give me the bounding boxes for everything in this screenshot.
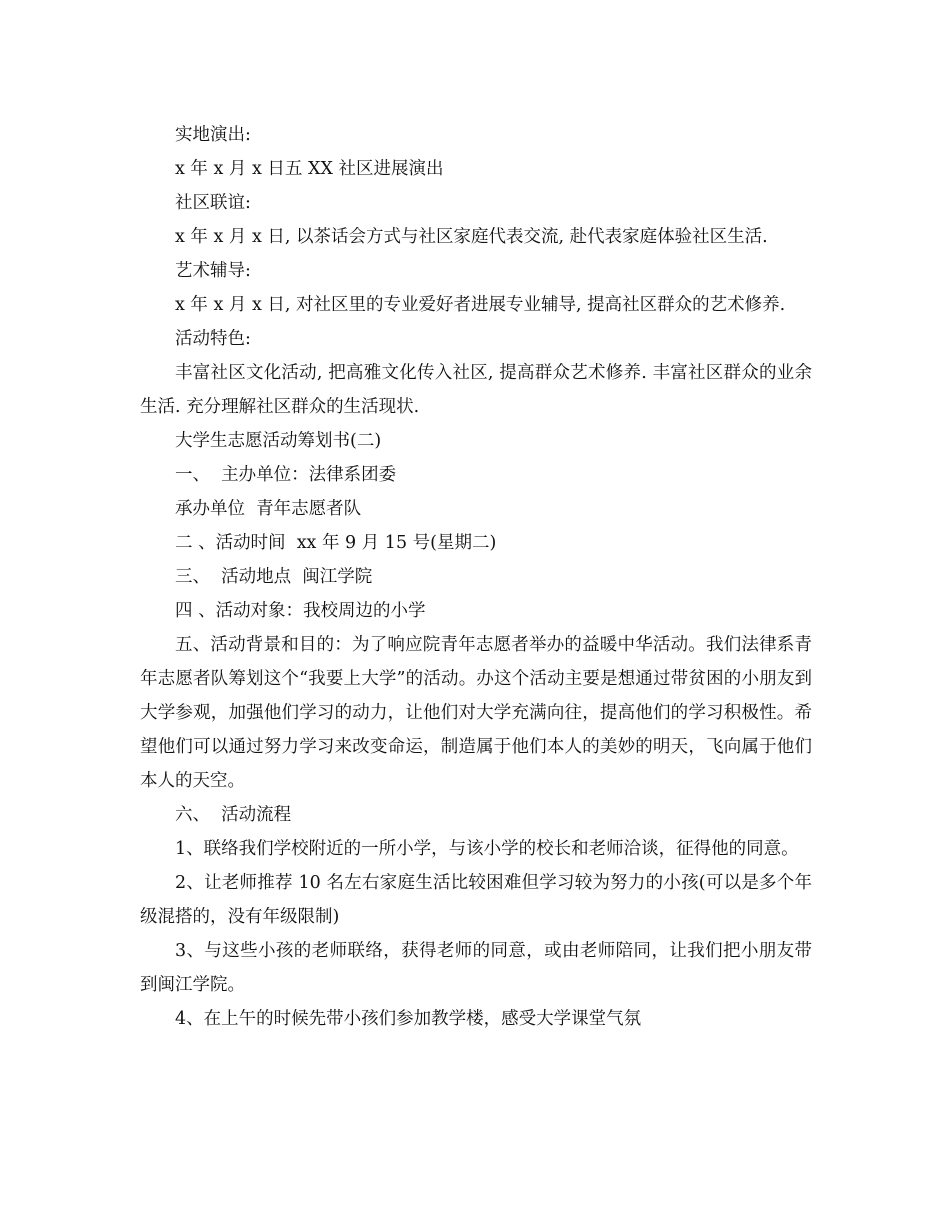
paragraph-process-step-1: 1、联络我们学校附近的一所小学，与该小学的校长和老师洽谈，征得他的同意。 [175, 839, 799, 859]
paragraph-activity-time: 二 、活动时间 xx 年 9 月 15 号(星期二) [175, 533, 497, 553]
paragraph-activity-target: 四 、活动对象：我校周边的小学 [175, 601, 426, 621]
paragraph-background-purpose: 五、活动背景和目的：为了响应院青年志愿者举办的益暖中华活动。我们法律系青年志愿者队筹划这个“我要上大学”的活动。办这个活动主要是想通过带贫困的小朋友到大学参观，加强他们学习的动力，让他们对大学充满向往，提高他们的学习积极性。希望他们可以通过努力学习来改变命运，制造属于他们本人的美妙的明天，飞向属于他们本人的天空。 [140, 635, 812, 791]
paragraph-organizer: 一、 主办单位：法律系团委 [175, 465, 397, 485]
paragraph-heading-process: 六、 活动流程 [175, 805, 292, 825]
document-body [140, 118, 812, 1036]
paragraph-performance-date: x 年 x 月 x 日五 XX 社区进展演出 [175, 159, 444, 179]
paragraph-heading-features: 活动特色: [175, 329, 251, 349]
paragraph-process-step-4: 4、在上午的时候先带小孩们参加教学楼，感受大学课堂气氛 [175, 1009, 642, 1029]
paragraph-process-step-2: 2、让老师推荐 10 名左右家庭生活比较困难但学习较为努力的小孩(可以是多个年级混搭的，没有年级限制) [140, 873, 812, 927]
paragraph-features-detail: 丰富社区文化活动, 把高雅文化传入社区, 提高群众艺术修养. 丰富社区群众的业余生活. 充分理解社区群众的生活现状. [140, 363, 812, 417]
paragraph-fellowship-detail: x 年 x 月 x 日, 以茶话会方式与社区家庭代表交流, 赴代表家庭体验社区生活. [175, 227, 768, 247]
paragraph-process-step-3: 3、与这些小孩的老师联络，获得老师的同意，或由老师陪同，让我们把小朋友带到闽江学院。 [140, 941, 812, 995]
paragraph-activity-location: 三、 活动地点 闽江学院 [175, 567, 373, 587]
paragraph-heading-art-tutoring: 艺术辅导: [175, 261, 251, 281]
paragraph-heading-community-fellowship: 社区联谊: [175, 193, 251, 213]
paragraph-plan-two-title: 大学生志愿活动筹划书(二) [175, 431, 382, 451]
paragraph-co-organizer: 承办单位 青年志愿者队 [175, 499, 362, 519]
paragraph-tutoring-detail: x 年 x 月 x 日, 对社区里的专业爱好者进展专业辅导, 提高社区群众的艺术修养. [175, 295, 786, 315]
paragraph-heading-live-performance: 实地演出: [175, 125, 251, 145]
